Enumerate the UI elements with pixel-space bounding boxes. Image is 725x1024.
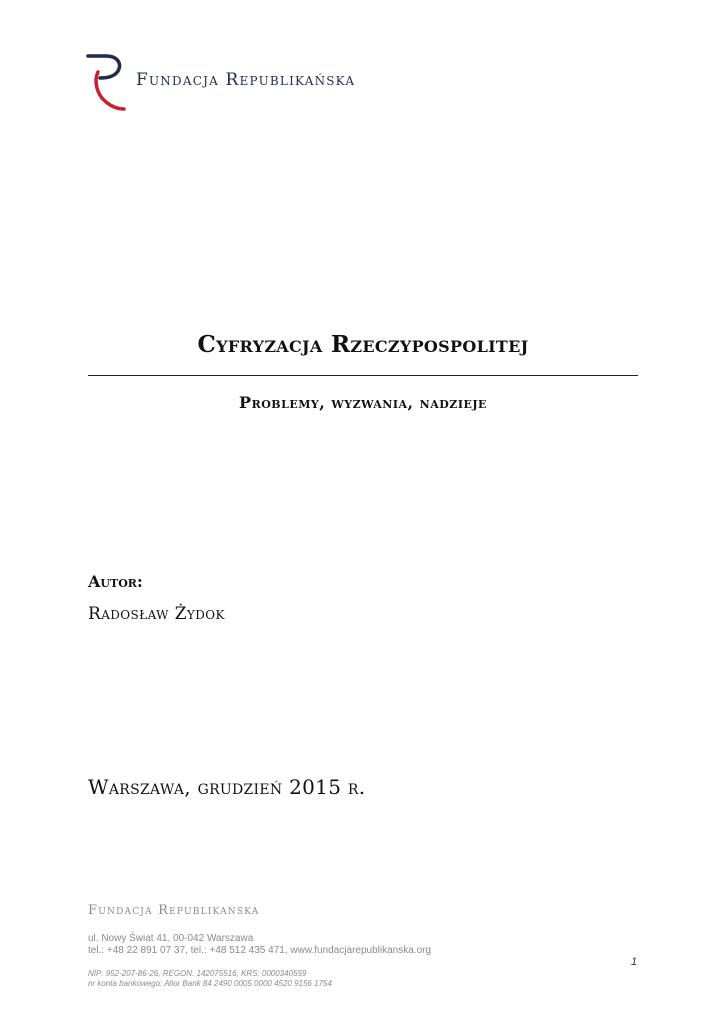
document-subtitle: Problemy, wyzwania, nadzieje <box>239 393 487 412</box>
document-title: Cyfryzacja Rzeczypospolitej <box>197 331 529 358</box>
place-and-date: Warszawa, grudzień 2015 r. <box>88 775 366 799</box>
organization-name: Fundacja Republikańska <box>136 70 356 90</box>
title-divider <box>88 375 638 376</box>
foundation-r-logo-icon <box>84 52 128 116</box>
page-number: 1 <box>631 956 638 968</box>
author-name: Radosław Żydok <box>88 604 225 624</box>
footer-address: ul. Nowy Świat 41, 00-042 Warszawa <box>88 933 254 944</box>
footer-contact: tel.: +48 22 891 07 37, tel.: +48 512 435 471, www.fundacjarepublikanska.org <box>88 945 432 956</box>
footer-bank-account: nr konta bankowego: Alior Bank 84 2490 0005 0000 4520 9156 1754 <box>88 979 332 988</box>
footer-organization: Fundacja Republikańska <box>88 903 260 918</box>
author-label: Autor: <box>88 572 143 591</box>
footer-registration-ids: NIP: 952-207-86-26, REGON: 142075516, KRS: 0000340559 <box>88 969 307 978</box>
